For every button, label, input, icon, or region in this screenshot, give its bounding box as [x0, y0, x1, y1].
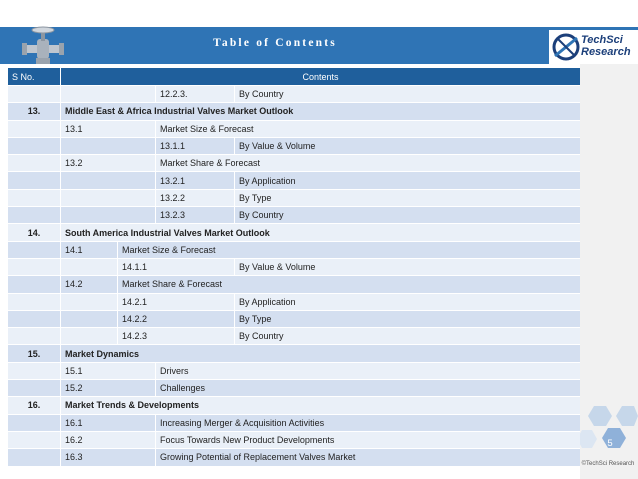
table-row	[8, 431, 581, 448]
toc-code: 14.2.3	[118, 328, 235, 345]
section-title: Middle East & Africa Industrial Valves Market Outlook	[61, 103, 581, 120]
toc-entry: By Value & Volume	[235, 258, 581, 275]
toc-entry: By Country	[235, 86, 581, 103]
toc-entry: By Type	[235, 189, 581, 206]
page-title: Table of Contents	[213, 37, 337, 49]
toc-code: 13.2.1	[156, 172, 235, 189]
toc-entry: By Application	[235, 172, 581, 189]
table-row	[8, 328, 581, 345]
toc-code: 13.1	[61, 120, 156, 137]
toc-entry: Market Size & Forecast	[118, 241, 581, 258]
toc-entry: Focus Towards New Product Developments	[156, 431, 581, 448]
section-title: Market Dynamics	[61, 345, 581, 362]
toc-code: 13.2.2	[156, 189, 235, 206]
table-row	[8, 172, 581, 189]
page-number: 5	[607, 438, 613, 449]
toc-entry: By Application	[235, 293, 581, 310]
toc-table	[7, 67, 581, 467]
table-row	[8, 449, 581, 466]
toc-entry: By Country	[235, 207, 581, 224]
toc-code: 13.1.1	[156, 137, 235, 154]
hexagon-decoration	[580, 404, 638, 464]
table-row	[8, 120, 581, 137]
toc-code: 12.2.3.	[156, 86, 235, 103]
toc-code: 16.3	[61, 449, 156, 466]
toc-code: 16.1	[61, 414, 156, 431]
toc-entry: Drivers	[156, 362, 581, 379]
table-row	[8, 86, 581, 103]
toc-code: 14.1	[61, 241, 118, 258]
toc-entry: Growing Potential of Replacement Valves Market	[156, 449, 581, 466]
valve-icon	[20, 25, 66, 71]
toc-code: 14.2.2	[118, 310, 235, 327]
table-row	[8, 345, 581, 362]
table-row	[8, 155, 581, 172]
header-contents: Contents	[61, 68, 581, 86]
toc-code: 16.2	[61, 431, 156, 448]
toc-entry: Market Size & Forecast	[156, 120, 581, 137]
logo-line-1: TechSci	[581, 34, 623, 46]
toc-entry: By Type	[235, 310, 581, 327]
table-row	[8, 137, 581, 154]
table-row	[8, 207, 581, 224]
table-row	[8, 414, 581, 431]
toc-entry: Challenges	[156, 380, 581, 397]
techsci-logo	[549, 30, 638, 64]
toc-entry: Market Share & Forecast	[156, 155, 581, 172]
toc-entry: By Country	[235, 328, 581, 345]
table-row	[8, 397, 581, 414]
table-row	[8, 241, 581, 258]
toc-code: 14.1.1	[118, 258, 235, 275]
toc-code: 15.2	[61, 380, 156, 397]
section-number: 13.	[8, 103, 61, 120]
table-row	[8, 310, 581, 327]
section-number: 14.	[8, 224, 61, 241]
header-sno: S No.	[8, 68, 61, 86]
toc-entry: Market Share & Forecast	[118, 276, 581, 293]
table-row	[8, 276, 581, 293]
table-row	[8, 293, 581, 310]
toc-code: 13.2	[61, 155, 156, 172]
section-number: 16.	[8, 397, 61, 414]
toc-code: 14.2	[61, 276, 118, 293]
table-row	[8, 362, 581, 379]
toc-code: 14.2.1	[118, 293, 235, 310]
table-row	[8, 189, 581, 206]
table-header	[8, 68, 581, 86]
copyright: ©TechSci Research	[581, 461, 635, 467]
section-number: 15.	[8, 345, 61, 362]
logo-line-2: Research	[581, 46, 631, 58]
table-row	[8, 258, 581, 275]
section-title: South America Industrial Valves Market Outlook	[61, 224, 581, 241]
toc-code: 13.2.3	[156, 207, 235, 224]
section-title: Market Trends & Developments	[61, 397, 581, 414]
table-row	[8, 380, 581, 397]
toc-entry: By Value & Volume	[235, 137, 581, 154]
toc-code: 15.1	[61, 362, 156, 379]
table-row	[8, 103, 581, 120]
table-row	[8, 224, 581, 241]
top-strip	[0, 0, 638, 27]
toc-entry: Increasing Merger & Acquisition Activities	[156, 414, 581, 431]
